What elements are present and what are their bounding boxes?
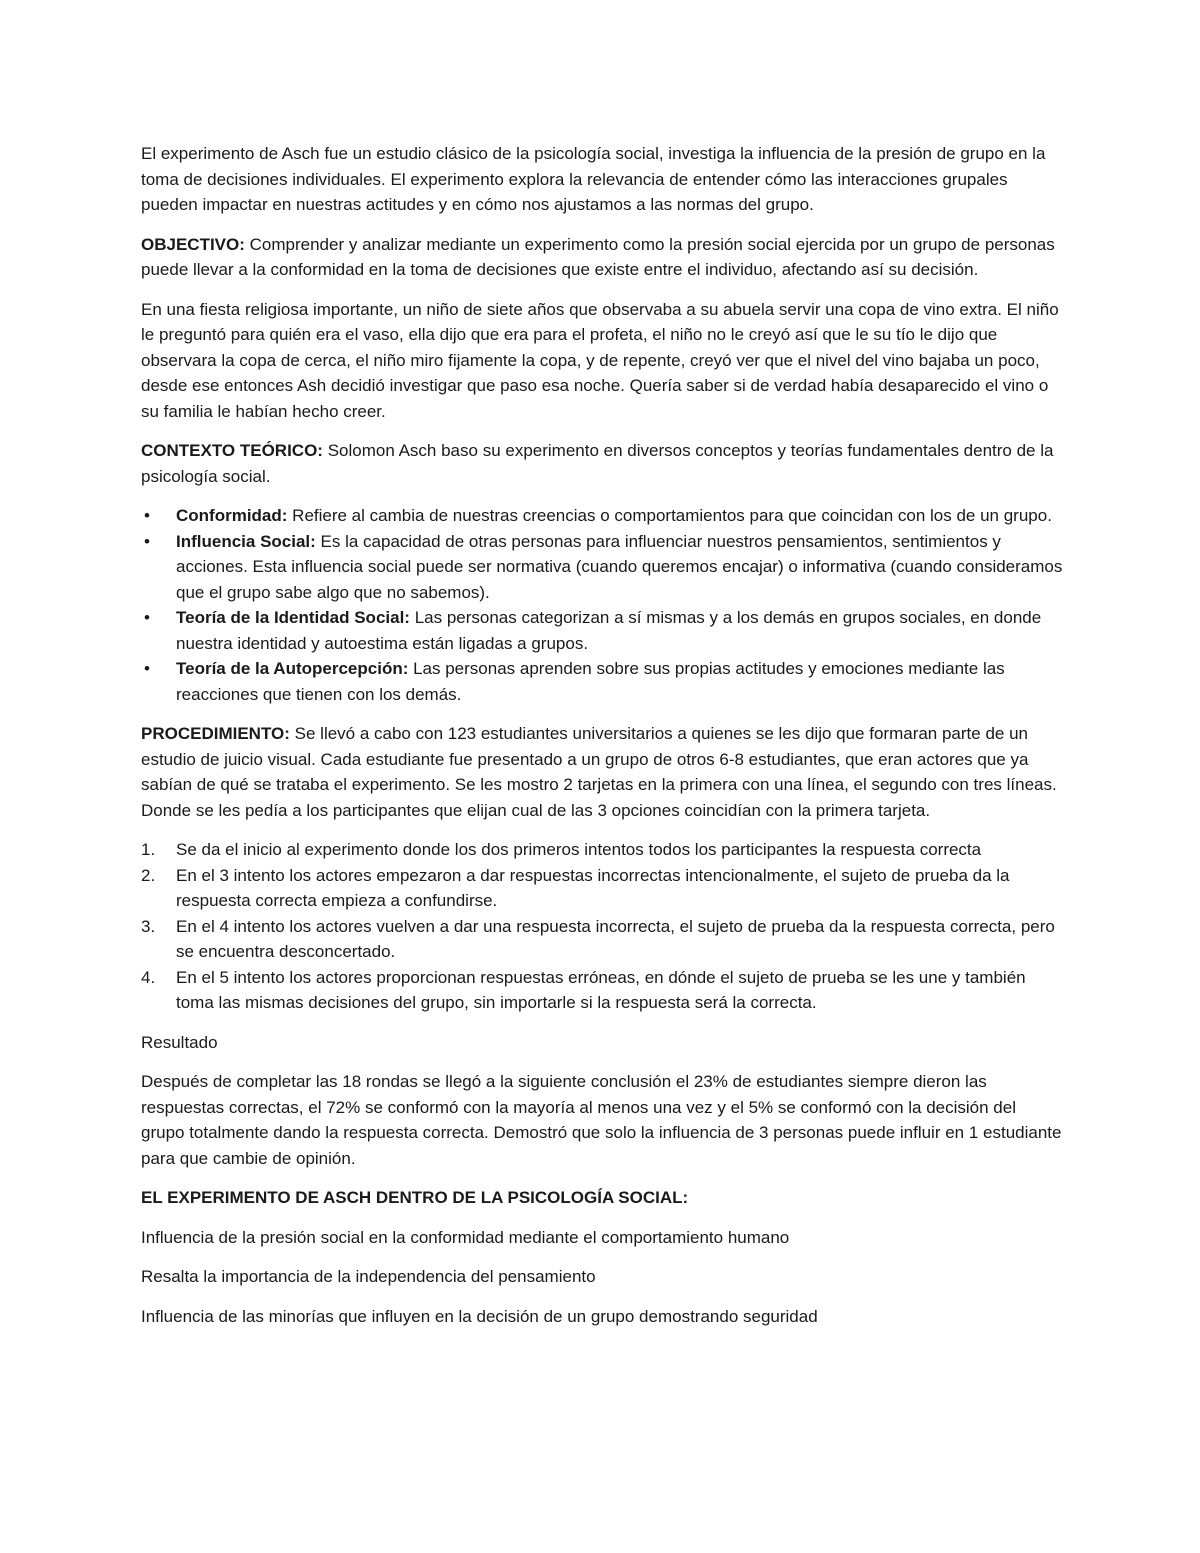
context-paragraph [141, 438, 1063, 489]
concept-term: Influencia Social: [176, 531, 316, 551]
list-item [141, 605, 1063, 656]
step-number: 3. [141, 916, 156, 936]
step-text: En el 5 intento los actores proporcionan respuestas erróneas, en dónde el sujeto de prueba se les une y también toma las mismas decisiones del grupo, sin importarle si la respuesta será la correcta. [176, 967, 1026, 1012]
intro-paragraph: El experimento de Asch fue un estudio clásico de la psicología social, investiga la influencia de la presión de grupo en la toma de decisiones individuales. El experimento explora la relevancia de entender cómo las interacciones grupales pueden impactar en nuestras actitudes y en cómo nos ajustamos a las normas del grupo. [141, 144, 1046, 214]
procedure-text: Se llevó a cabo con 123 estudiantes universitarios a quienes se les dijo que formaran parte de un estudio de juicio visual. Cada estudiante fue presentado a un grupo de otros 6-8 estudiantes, que eran actores que ya sabían de qué se trataba el experimento. Se les mostro 2 tarjetas en la primera con una línea, el segundo con tres líneas. Donde se les pedía a los participantes que elijan cual de las 3 opciones coincidían con la primera tarjeta. [141, 724, 1057, 820]
list-item [141, 914, 1063, 965]
step-text: En el 3 intento los actores empezaron a dar respuestas incorrectas intencionalmente, el sujeto de prueba da la respuesta correcta empieza a confundirse. [176, 865, 1010, 910]
result-heading: Resultado [141, 1032, 218, 1052]
bullet-icon: • [144, 531, 150, 551]
objective-text: Comprender y analizar mediante un experimento como la presión social ejercida por un grupo de personas puede llevar a la conformidad en la toma de decisiones que existe entre el individuo, afectando así su decisión. [141, 234, 1055, 279]
concept-term: Teoría de la Identidad Social: [176, 608, 410, 627]
list-item [141, 863, 1063, 914]
section-heading: EL EXPERIMENTO DE ASCH DENTRO DE LA PSICOLOGÍA SOCIAL: [141, 1188, 689, 1207]
steps-list [141, 837, 1063, 1016]
concept-text: Las personas categorizan a sí mismas y a los demás en grupos sociales, en donde nuestra identidad y autoestima están ligadas a grupos. [176, 608, 1042, 653]
list-item [141, 529, 1063, 606]
context-text: Solomon Asch baso su experimento en diversos conceptos y teorías fundamentales dentro de la psicología social. [141, 441, 1054, 486]
step-number: 1. [141, 840, 156, 859]
conclusion-line: Resalta la importancia de la independencia del pensamiento [141, 1267, 596, 1286]
list-item [141, 656, 1063, 707]
conclusion-line: Influencia de las minorías que influyen en la decisión de un grupo demostrando seguridad [141, 1306, 818, 1326]
context-label: CONTEXTO TEÓRICO: [141, 441, 323, 460]
bullet-icon: • [144, 659, 150, 678]
concepts-list [141, 503, 1063, 707]
procedure-label: PROCEDIMIENTO: [141, 724, 290, 743]
procedure-paragraph [141, 721, 1063, 823]
step-number: 2. [141, 865, 156, 885]
list-item [141, 503, 1063, 529]
step-text: Se da el inicio al experimento donde los dos primeros intentos todos los participantes la respuesta correcta [176, 840, 982, 859]
concept-text: Refiere al cambia de nuestras creencias o comportamientos para que coincidan con los de un grupo. [287, 506, 1052, 525]
bullet-icon: • [144, 608, 150, 627]
concept-term: Teoría de la Autopercepción: [176, 659, 409, 678]
list-item [141, 837, 1063, 863]
document-page [141, 141, 1063, 1343]
list-item [141, 965, 1063, 1016]
objective-paragraph [141, 232, 1063, 283]
anecdote-paragraph: En una fiesta religiosa importante, un niño de siete años que observaba a su abuela servir una copa de vino extra. El niño le preguntó para quién era el vaso, ella dijo que era para el profeta, el niño no le creyó así que le su tío le dijo que observara la copa de cerca, el niño miro fijamente la copa, y de repente, creyó ver que el nivel del vino bajaba un poco, desde ese entonces Ash decidió investigar que paso esa noche. Quería saber si de verdad había desaparecido el vino o su familia le habían hecho creer. [141, 299, 1059, 421]
step-number: 4. [141, 967, 156, 987]
objective-label: OBJECTIVO: [141, 234, 245, 254]
concept-text: Es la capacidad de otras personas para influenciar nuestros pensamientos, sentimientos y acciones. Esta influencia social puede ser normativa (cuando queremos encajar) o informativa (cuando consideramos que el grupo sabe algo que no sabemos). [176, 531, 1063, 602]
concept-text: Las personas aprenden sobre sus propias actitudes y emociones mediante las reacciones que tienen con los demás. [176, 659, 1005, 704]
result-paragraph: Después de completar las 18 rondas se llegó a la siguiente conclusión el 23% de estudiantes siempre dieron las respuestas correctas, el 72% se conformó con la mayoría al menos una vez y el 5% se conformó con la decisión del grupo totalmente dando la respuesta correcta. Demostró que solo la influencia de 3 personas puede influir en 1 estudiante para que cambie de opinión. [141, 1072, 1062, 1168]
bullet-icon: • [144, 506, 150, 525]
conclusion-line: Influencia de la presión social en la conformidad mediante el comportamiento humano [141, 1227, 790, 1247]
concept-term: Conformidad: [176, 506, 288, 525]
step-text: En el 4 intento los actores vuelven a dar una respuesta incorrecta, el sujeto de prueba da la respuesta correcta, pero se encuentra desconcertado. [176, 916, 1055, 961]
